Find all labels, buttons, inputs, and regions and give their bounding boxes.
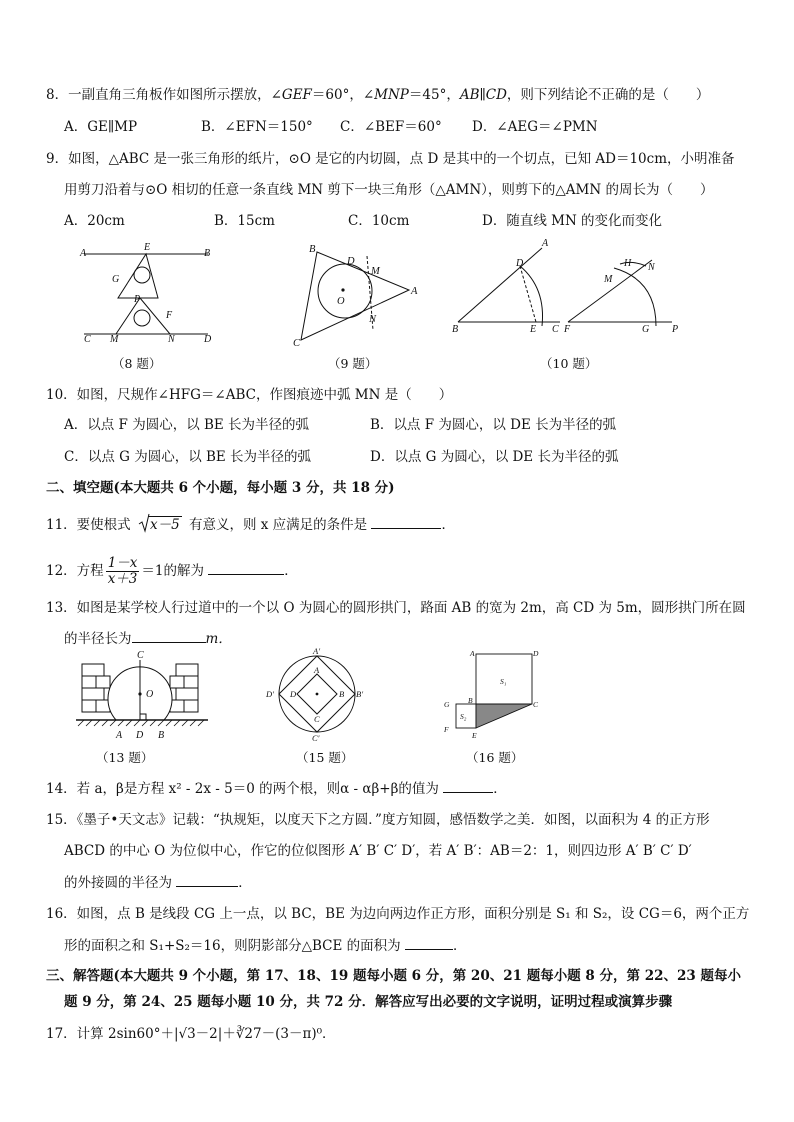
- f15-label-a: A: [314, 665, 320, 675]
- section-3-heading-line1: 三、解答题(本大题共 9 个小题，第 17、18、19 题每小题 6 分，第 20、21 题每小题 8 分，第 22、23 题每小: [46, 968, 741, 984]
- f8-label-a: A: [80, 248, 87, 259]
- f10-label-d: D: [516, 258, 524, 269]
- q15-line1: 15．《墨子•天文志》记载：“执规矩，以度天下之方圆．”度方知圆，感悟数学之美．如图，以面积为 4 的正方形: [46, 812, 710, 828]
- q8-option-d: D．∠AEG＝∠PMN: [472, 119, 598, 135]
- q16-line1: 16．如图，点 B 是线段 CG 上一点，以 BC，BE 为边向两边作正方形，面积分别是 S₁ 和 S₂，设 CG＝6，两个正方: [46, 906, 750, 922]
- q12-numerator: 1－x: [107, 555, 138, 571]
- f16-label-d: D: [533, 649, 539, 658]
- f8-label-b: B: [204, 248, 211, 259]
- caption-fig10: （10 题）: [540, 356, 598, 371]
- caption-fig13: （13 题）: [96, 750, 154, 765]
- f15-label-c: C: [314, 714, 320, 724]
- q8-option-b: B．∠EFN＝150°: [201, 119, 313, 135]
- figure-13: [76, 650, 216, 742]
- q10-option-c: C．以点 G 为圆心，以 BE 长为半径的弧: [64, 449, 312, 465]
- q8-option-a: A．GE∥MP: [64, 119, 138, 135]
- f9-label-d: D: [347, 256, 355, 267]
- q10-option-b: B．以点 F 为圆心，以 DE 长为半径的弧: [370, 417, 617, 433]
- q9-option-c: C．10cm: [348, 213, 410, 229]
- f13-label-b: B: [158, 730, 165, 741]
- q9-stem-line2: 用剪刀沿着与⊙O 相切的任意一条直线 MN 剪下一块三角形（△AMN），则剪下的△AMN 的周长为（ ）: [64, 182, 714, 198]
- q17-expression: 2sin60°＋|√3－2|＋∛27－(3－π)⁰: [107, 1026, 323, 1042]
- f10-label-a: A: [542, 238, 549, 249]
- f16-label-b: B: [468, 696, 473, 705]
- section-3-heading-line2: 题 9 分，第 24、25 题每小题 10 分，共 72 分．解答应写出必要的文字说明，证明过程或演算步骤: [64, 994, 673, 1010]
- f10-label-h: H: [624, 258, 632, 269]
- q15-line3: 的外接圆的半径为 ．: [64, 872, 252, 893]
- q12-answer-blank[interactable]: [208, 560, 284, 575]
- q14-answer-blank[interactable]: [443, 778, 493, 793]
- f13-label-a: A: [116, 730, 123, 741]
- q11-radicand: x－5: [149, 517, 180, 533]
- f8-label-e: E: [144, 242, 151, 253]
- q10-stem: 10．如图，尺规作∠HFG＝∠ABC，作图痕迹中弧 MN 是（ ）: [46, 387, 453, 403]
- caption-fig9: （9 题）: [328, 356, 378, 371]
- caption-fig8: （8 题）: [112, 356, 162, 371]
- f10-label-c: C: [552, 324, 559, 335]
- f15-label-b: B: [339, 689, 345, 699]
- q8-option-c: C．∠BEF＝60°: [340, 119, 442, 135]
- f8-label-n: N: [168, 334, 175, 345]
- f15-label-c-prime: C′: [312, 733, 320, 742]
- q12: 12．方程 $\frac{1-x}{x+3}$ ＝1的解为 ．: [46, 555, 298, 587]
- f9-label-a: A: [411, 286, 418, 297]
- q13-line1: 13．如图是某学校人行过道中的一个以 O 为圆心的圆形拱门，路面 AB 的宽为 2m，高 CD 为 5m，圆形拱门所在圆: [46, 600, 746, 616]
- figure-16: [440, 646, 550, 742]
- f16-label-g: G: [444, 700, 450, 709]
- f16-label-c: C: [533, 700, 539, 709]
- f16-label-a: A: [470, 649, 475, 658]
- q17: 17．计算 2sin60°＋|√3－2|＋∛27－(3－π)⁰．: [46, 1026, 336, 1042]
- q9-option-d: D．随直线 MN 的变化而变化: [482, 213, 663, 229]
- f9-label-m: M: [371, 266, 380, 277]
- f9-label-o: O: [337, 296, 345, 307]
- q9-option-a: A．20cm: [64, 213, 125, 229]
- q14: 14．若 a，β是方程 x² - 2x - 5＝0 的两个根，则α - αβ+β的值为 ．: [46, 778, 507, 799]
- f15-label-d-prime: D′: [266, 689, 274, 699]
- f16-label-s1: S₁: [500, 677, 507, 686]
- q9-stem-line1: 9．如图，△ABC 是一张三角形的纸片，⊙O 是它的内切圆，点 D 是其中的一个切点，已知 AD＝10cm，小明准备: [46, 151, 735, 167]
- figure-15: [262, 646, 374, 742]
- f8-label-d: D: [204, 334, 212, 345]
- figure-8: [78, 240, 218, 350]
- q11-answer-blank[interactable]: [371, 514, 441, 529]
- q15-line2: ABCD 的中心 O 为位似中心，作它的位似图形 A′ B′ C′ D′，若 A′ B′：AB＝2：1，则四边形 A′ B′ C′ D′: [64, 843, 692, 859]
- f8-label-f: F: [166, 310, 173, 321]
- f13-label-d: D: [136, 730, 144, 741]
- f8-label-c: C: [84, 334, 91, 345]
- figure-10: [450, 236, 690, 344]
- f10-label-b: B: [452, 324, 459, 335]
- f10-label-n: N: [648, 262, 655, 273]
- f9-label-c: C: [293, 338, 301, 349]
- f9-label-b: B: [309, 244, 316, 255]
- f10-label-g: G: [642, 324, 650, 335]
- q13-answer-blank[interactable]: [132, 628, 206, 643]
- q10-option-d: D．以点 G 为圆心，以 DE 长为半径的弧: [370, 449, 619, 465]
- f13-label-o: O: [146, 689, 154, 700]
- q10-option-a: A．以点 F 为圆心，以 BE 长为半径的弧: [64, 417, 310, 433]
- section-2-heading: 二、填空题(本大题共 6 个小题，每小题 3 分，共 18 分): [46, 480, 395, 496]
- f8-label-g: G: [112, 274, 120, 285]
- q13-line2: 的半径长为 m．: [64, 628, 232, 649]
- f16-label-s2: S₂: [460, 712, 467, 721]
- f16-label-e: E: [472, 731, 477, 740]
- f10-label-f: F: [564, 324, 571, 335]
- f10-label-e: E: [530, 324, 537, 335]
- q9-option-b: B．15cm: [214, 213, 275, 229]
- f15-label-a-prime: A′: [313, 646, 321, 656]
- f15-label-b-prime: B′: [356, 689, 364, 699]
- f16-label-f: F: [444, 725, 449, 734]
- f8-label-p: P: [134, 294, 141, 305]
- q16-answer-blank[interactable]: [405, 935, 453, 950]
- caption-fig16: （16 题）: [466, 750, 524, 765]
- q12-denominator: x＋3: [107, 571, 138, 587]
- q11: 11．要使根式 x－5 有意义，则 x 应满足的条件是 ．: [46, 514, 455, 535]
- q16-line2: 形的面积之和 S₁+S₂＝16，则阴影部分△BCE 的面积为 ．: [64, 935, 466, 956]
- f9-label-n: N: [369, 314, 377, 325]
- f10-label-m: M: [604, 274, 613, 285]
- f10-label-p: P: [672, 324, 679, 335]
- f15-label-d: D: [290, 689, 297, 699]
- figure-9: [285, 238, 425, 350]
- q8-stem: 8．一副直角三角板作如图所示摆放，∠GEF＝60°，∠MNP＝45°，AB∥CD，则下列结论不正确的是（ ）: [46, 87, 710, 103]
- q15-answer-blank[interactable]: [176, 872, 238, 887]
- caption-fig15: （15 题）: [296, 750, 354, 765]
- f8-label-m: M: [110, 334, 119, 345]
- f13-label-c: C: [137, 650, 144, 661]
